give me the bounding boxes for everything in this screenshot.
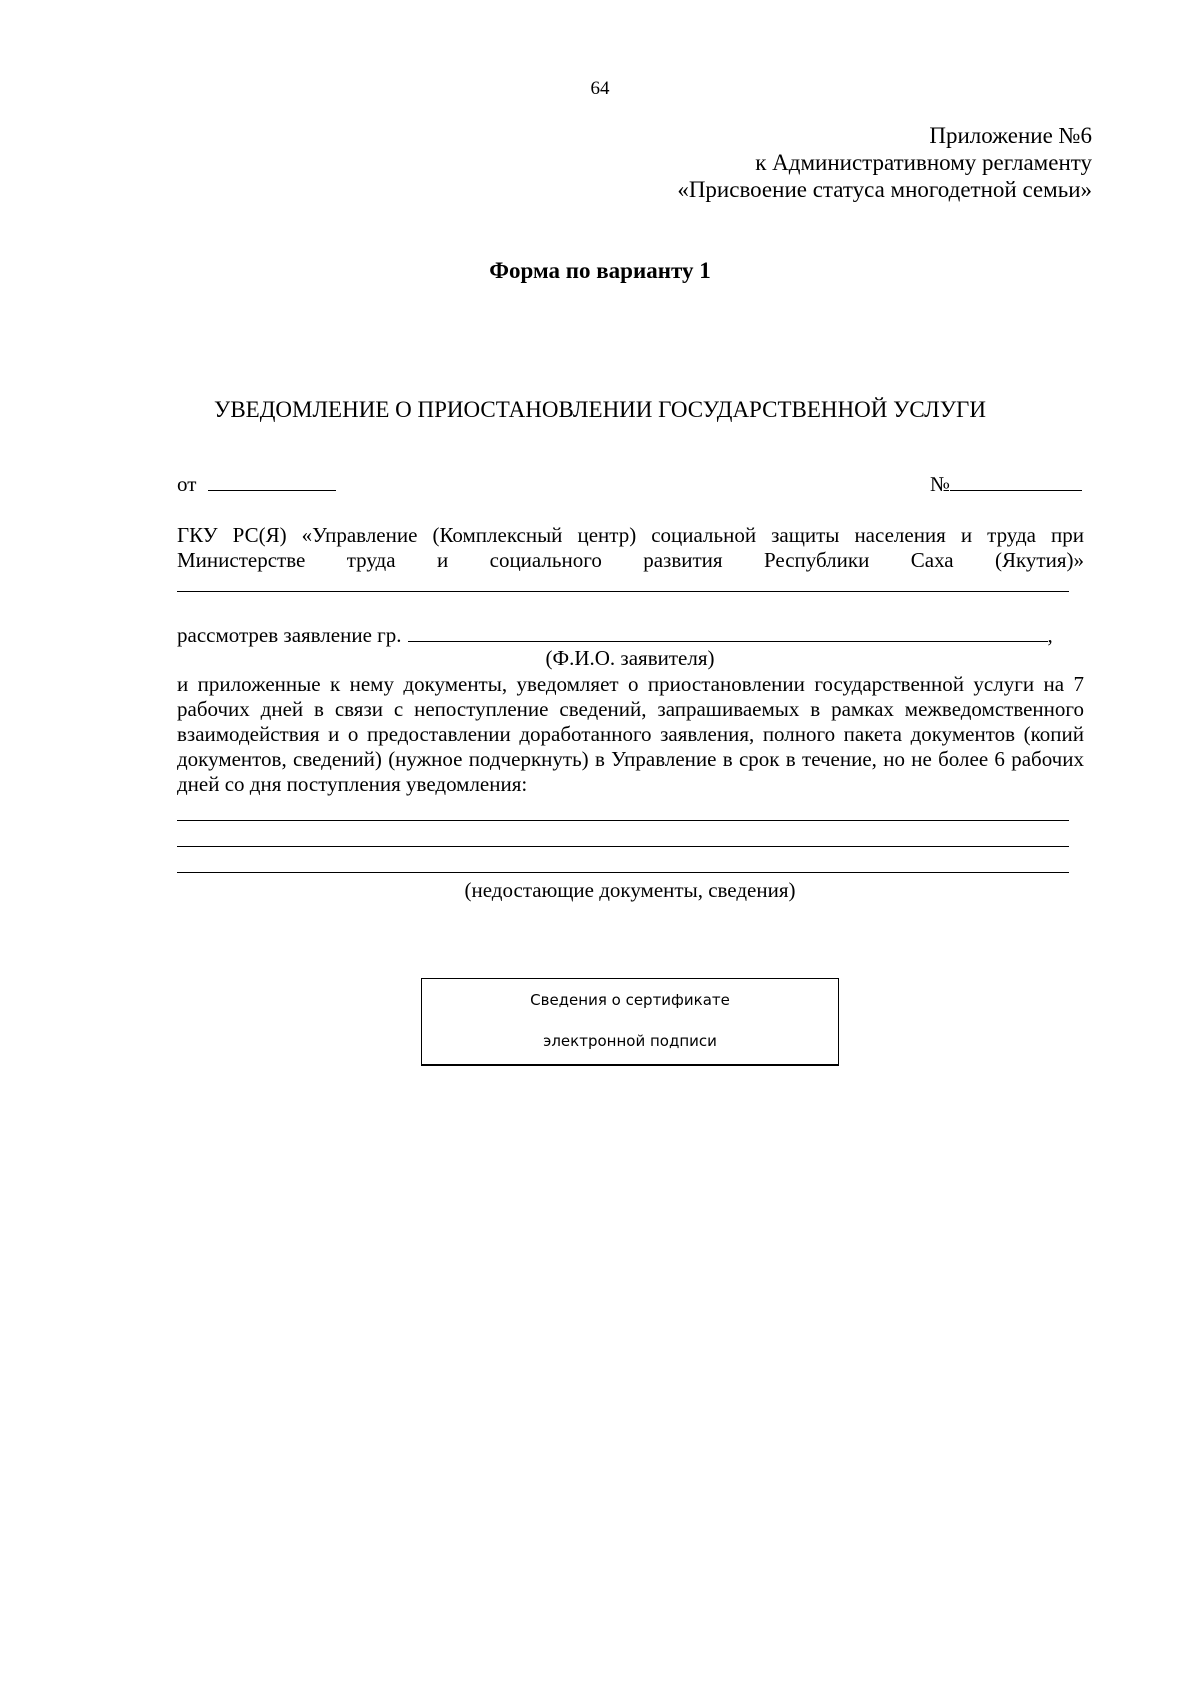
number-field <box>930 472 1082 497</box>
applicant-name-blank <box>408 623 1048 642</box>
appendix-reference <box>677 122 1092 203</box>
appendix-line-1: Приложение №6 <box>929 123 1092 148</box>
organization-underline <box>177 591 1069 592</box>
applicant-label: рассмотрев заявление гр. <box>177 623 402 647</box>
organization-block <box>177 523 1084 573</box>
applicant-caption: (Ф.И.О. заявителя) <box>545 646 715 670</box>
missing-docs-caption: (недостающие документы, сведения) <box>464 878 796 902</box>
missing-docs-line-3 <box>177 872 1069 873</box>
date-label: от <box>177 472 197 496</box>
organization-line-2: Министерстве труда и социального развития Республики Саха (Якутия)» <box>177 548 1084 572</box>
missing-docs-line-1 <box>177 820 1069 821</box>
applicant-comma: , <box>1047 623 1053 647</box>
notice-paragraph: и приложенные к нему документы, уведомляет о приостановлении государственной услуги на 7 рабочих дней в связи с непоступление сведений, запрашиваемых в рамках межведомственного взаимодействия и о предоставлении доработанного заявления, полного пакета документов (копий документов, сведений) (нужное подчеркнуть) в Управление в срок в течение, но не более 6 рабочих дней со дня поступления уведомления: <box>177 672 1084 796</box>
date-blank <box>208 472 336 491</box>
appendix-line-2: к Административному регламенту <box>755 150 1092 175</box>
page-number: 64 <box>590 78 610 99</box>
organization-line-1: ГКУ РС(Я) «Управление (Комплексный центр) социальной защиты населения и труда при <box>177 523 1084 547</box>
applicant-row <box>177 623 1077 648</box>
number-blank <box>950 472 1082 491</box>
date-field <box>177 472 336 497</box>
appendix-line-3: «Присвоение статуса многодетной семьи» <box>677 177 1092 202</box>
document-title: УВЕДОМЛЕНИЕ О ПРИОСТАНОВЛЕНИИ ГОСУДАРСТВЕННОЙ УСЛУГИ <box>214 397 986 422</box>
signature-line-1: Сведения о сертификате <box>530 991 730 1009</box>
signature-certificate-box <box>421 978 839 1066</box>
number-label: № <box>930 472 951 496</box>
form-variant-heading: Форма по варианту 1 <box>489 258 711 283</box>
signature-line-2: электронной подписи <box>543 1032 717 1050</box>
missing-docs-line-2 <box>177 846 1069 847</box>
